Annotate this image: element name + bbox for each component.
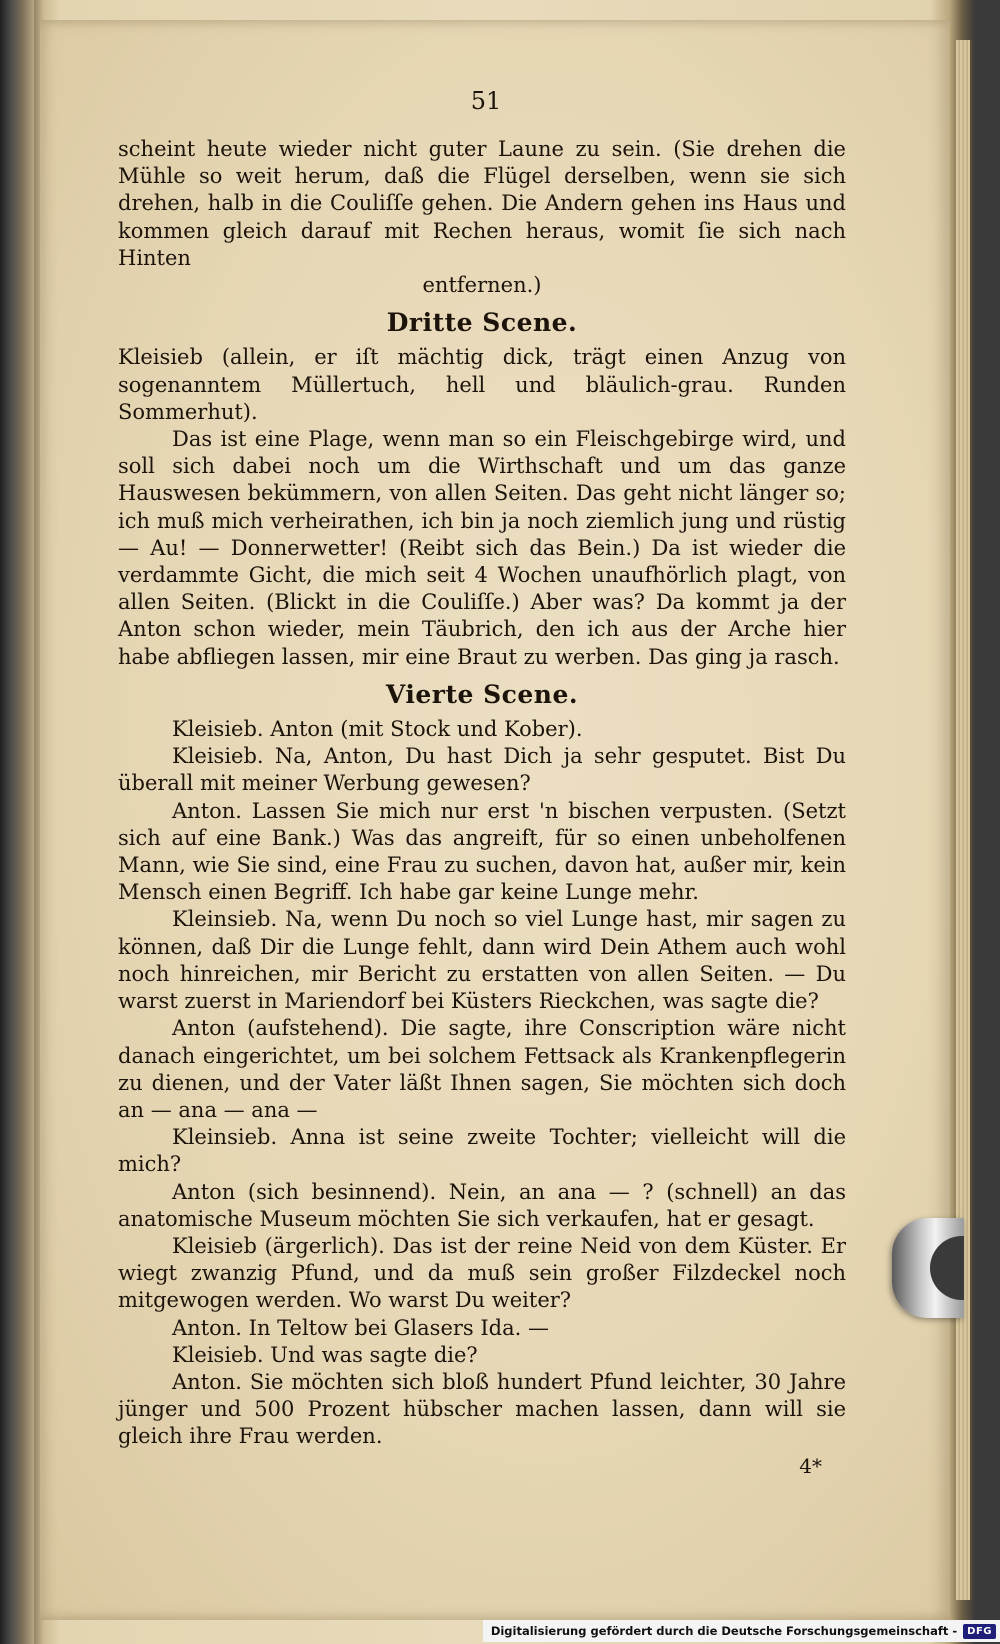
footer-text: Digitalisierung gefördert durch die Deutsche Forschungsgemeinschaft - bbox=[490, 1624, 958, 1638]
dialogue-line: Kleisieb. Und was sagte die? bbox=[172, 1342, 478, 1367]
page-stack-edge bbox=[956, 40, 972, 1600]
stage-direction: scheint heute wieder nicht guter Laune zu sein. (Sie drehen die Mühle so weit herum, daß die Flügel derselben, wenn sie sich drehen, halb in die Couliſſe gehen. Die Andern gehen ins Haus und kommen gleich darauf mit Rechen heraus, womit ſie sich nach Hinten bbox=[118, 137, 846, 270]
dialogue-line: Anton (sich besinnend). Nein, an ana — ? (schnell) an das anatomische Museum möchten Sie sich verkaufen, hat er gesagt. bbox=[118, 1179, 846, 1231]
digitization-footer bbox=[483, 1620, 1000, 1642]
dialogue-line: Anton. Sie möchten sich bloß hundert Pfund leichter, 30 Jahre jünger und 500 Prozent hübscher machen lassen, dann will sie gleich ihre Frau werden. bbox=[118, 1369, 846, 1449]
dialogue-line: Kleisieb. Na, Anton, Du hast Dich ja sehr gesputet. Bist Du überall mit meiner Werbung gewesen? bbox=[118, 744, 846, 796]
scene-heading: Dritte Scene. bbox=[386, 308, 578, 338]
dfg-logo: DFG bbox=[963, 1624, 996, 1639]
scene-heading: Vierte Scene. bbox=[385, 679, 579, 709]
stage-direction-end: entfernen.) bbox=[422, 273, 542, 298]
dialogue-line: Kleinsieb. Na, wenn Du noch so viel Lunge hast, mir sagen zu können, daß Dir die Lunge fehlt, dann wird Dein Athem auch wohl noch hinreichen, mir Bericht zu erstatten von allen Seiten. — Du warst zuerst in Mariendorf bei Küsters Rieckchen, was sagte die? bbox=[118, 907, 846, 1014]
character-description: Kleisieb (allein, er iſt mächtig dick, trägt einen Anzug von sogenanntem Müllertuch, hell und bläulich-grau. Runden Sommerhut). bbox=[118, 345, 846, 424]
page-number: 51 bbox=[470, 87, 502, 115]
dialogue-line: Anton. In Teltow bei Glasers Ida. — bbox=[172, 1315, 549, 1340]
monologue: Das ist eine Plage, wenn man so ein Fleischgebirge wird, und soll sich dabei noch um die Wirthschaft und um das ganze Hauswesen bekümmern, von allen Seiten. Das geht nicht länger so; ich muß mich verheirathen, ich bin ja noch ziemlich jung und rüstig — Au! — Donnerwetter! (Reibt sich das Bein.) Da ist wieder die verdammte Gicht, die mich seit 4 Wochen unaufhörlich plagt, von allen Seiten. (Blickt in die Couliſſe.) Aber was? Da kommt ja der Anton schon wieder, mein Täubrich, den ich aus der Arche hier habe abfliegen lassen, mir eine Braut zu werben. Das ging ja rasch. bbox=[118, 427, 846, 669]
dialogue-line: Kleinsieb. Anna ist seine zweite Tochter; vielleicht will die mich? bbox=[118, 1125, 846, 1177]
dialogue-line: Anton (aufstehend). Die sagte, ihre Conscription wäre nicht danach eingerichtet, um bei solchem Fettsack als Krankenpflegerin zu dienen, und der Vater läßt Ihnen sagen, Sie möchten sich doch an — ana — ana — bbox=[118, 1016, 846, 1122]
page-clip bbox=[892, 1218, 964, 1318]
signature-mark: 4* bbox=[799, 1453, 822, 1478]
page-content bbox=[118, 84, 846, 1480]
dialogue-line: Kleisieb (ärgerlich). Das ist der reine Neid von dem Küster. Er wiegt zwanzig Pfund, und da muß sein großer Filzdeckel noch mitgewogen werden. Wo warst Du weiter? bbox=[118, 1233, 846, 1313]
left-page-edge bbox=[0, 0, 34, 1644]
dialogue-line: Anton. Lassen Sie mich nur erst 'n bischen verpusten. (Setzt sich auf eine Bank.) Was das angreift, für so einen unbeholfenen Mann, wie Sie sind, eine Frau zu suchen, davon hat, außer mir, kein Mensch einen Begriff. Ich habe gar keine Lunge mehr. bbox=[118, 798, 846, 905]
scene-cast: Kleisieb. Anton (mit Stock und Kober). bbox=[172, 717, 583, 742]
